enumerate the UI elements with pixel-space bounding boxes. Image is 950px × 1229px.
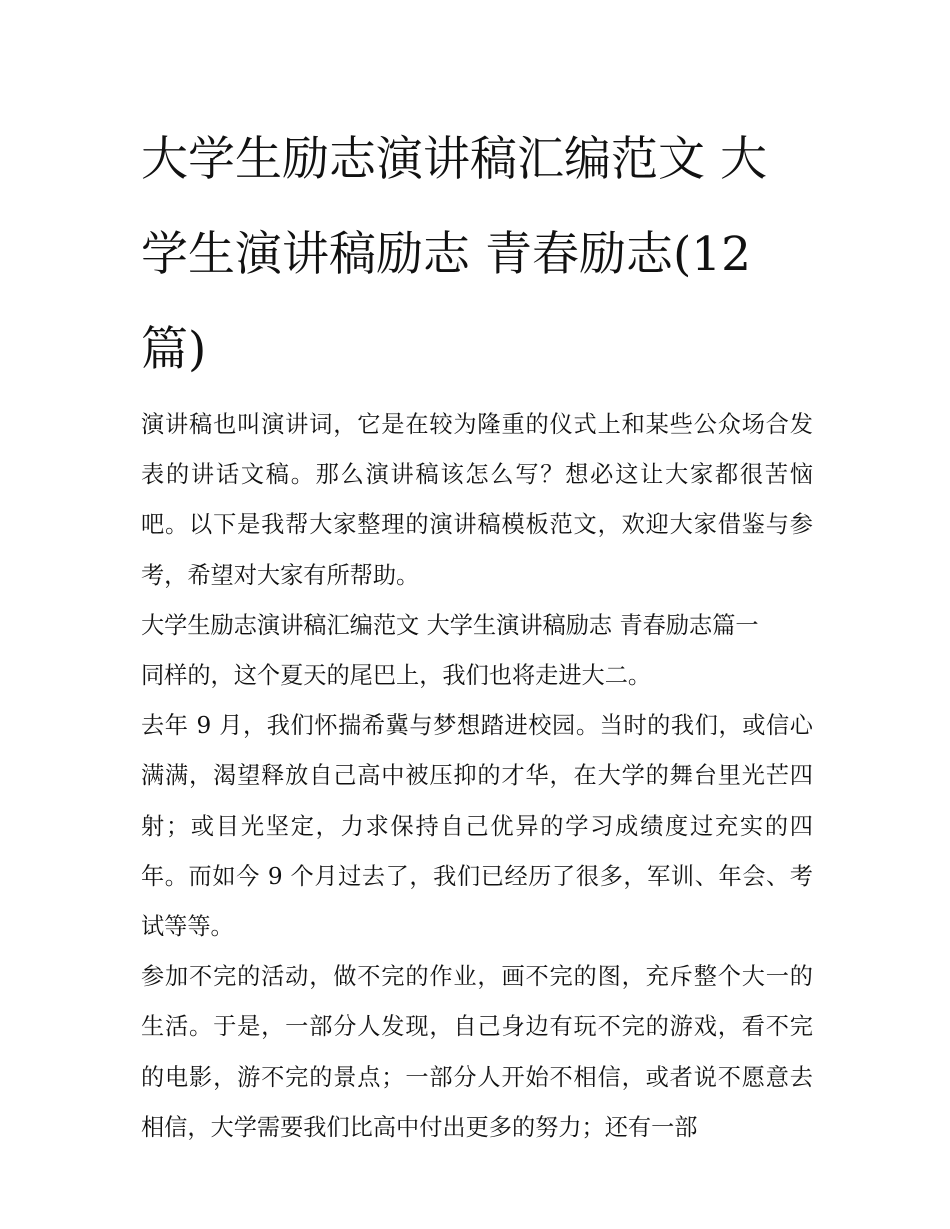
section-heading-paragraph: 大学生励志演讲稿汇编范文 大学生演讲稿励志 青春励志篇一 — [141, 611, 759, 639]
document-page — [141, 112, 813, 1153]
document-title: 大学生励志演讲稿汇编范文 大学生演讲稿励志 青春励志(12篇) — [141, 132, 767, 377]
body-paragraph: 同样的，这个夏天的尾巴上，我们也将走进大二。 — [141, 662, 652, 690]
intro-paragraph: 演讲稿也叫演讲词，它是在较为隆重的仪式上和某些公众场合发表的讲话文稿。那么演讲稿该怎么写？想必这让大家都很苦恼吧。以下是我帮大家整理的演讲稿模板范文，欢迎大家借鉴与参考，希望对大家有所帮助。 — [141, 411, 813, 589]
body-paragraph: 参加不完的活动，做不完的作业，画不完的图，充斥整个大一的生活。于是，一部分人发现，自己身边有玩不完的游戏，看不完的电影，游不完的景点；一部分人开始不相信，或者说不愿意去相信，大学需要我们比高中付出更多的努力；还有一部 — [141, 963, 813, 1141]
body-paragraph: 去年 9 月，我们怀揣希冀与梦想踏进校园。当时的我们，或信心满满，渴望释放自己高中被压抑的才华，在大学的舞台里光芒四射；或目光坚定，力求保持自己优异的学习成绩度过充实的四年。而如今 9 个月过去了，我们已经历了很多，军训、年会、考试等等。 — [141, 712, 813, 941]
